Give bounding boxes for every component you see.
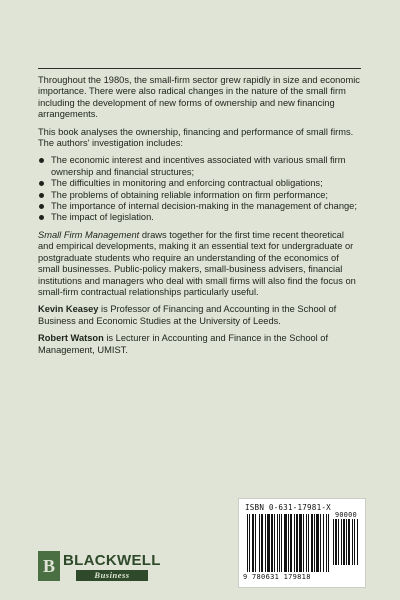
- bullet-icon: [39, 181, 44, 186]
- analysis-lead: This book analyses the ownership, financing and performance of small firms. The authors' investigation includes:: [38, 126, 354, 149]
- bullet-list: [38, 155, 361, 223]
- publisher-imprint: Business: [76, 570, 148, 581]
- author-bio-watson: Robert Watson is Lecturer in Accounting and Finance in the School of Management, UMIST.: [38, 333, 329, 355]
- top-rule: [38, 68, 361, 69]
- list-item: The importance of internal decision-making in the management of change;: [38, 201, 361, 212]
- author-bio-keasey: Kevin Keasey is Professor of Financing and Accounting in the School of Business and Economic Studies at the University of Leeds.: [38, 304, 337, 326]
- publisher-name: BLACKWELL: [63, 552, 161, 569]
- isbn-text: ISBN 0-631-17981-X: [245, 503, 331, 512]
- barcode-panel: [238, 498, 366, 588]
- publisher-logo: [38, 551, 161, 585]
- bullet-icon: [39, 158, 44, 163]
- author-name: Robert Watson: [38, 333, 104, 344]
- ean-barcode-icon: [247, 514, 329, 572]
- bullet-icon: [39, 204, 44, 209]
- author-name: Kevin Keasey: [38, 304, 99, 315]
- summary-paragraph: Small Firm Management draws together for the first time recent theoretical and empirical developments, making it an essential text for undergraduate or postgraduate students who require an understanding of the economics of small businesses. Public-policy makers, small-business advisers, financial institutions and managers who deal with small firms will also find the focus on small-firm contractual relationships particularly useful.: [38, 229, 356, 297]
- logo-initial: B: [38, 551, 60, 581]
- bullet-icon: [39, 193, 44, 198]
- addon-barcode-icon: [333, 519, 359, 565]
- list-item: The economic interest and incentives associated with various small firm ownership and financial structures;: [38, 155, 361, 178]
- list-item: The difficulties in monitoring and enforcing contractual obligations;: [38, 178, 361, 189]
- list-item: The problems of obtaining reliable information on firm performance;: [38, 190, 361, 201]
- blurb: [38, 75, 361, 362]
- ean-text: 9 780631 179818: [243, 573, 311, 581]
- addon-text: 90000: [335, 511, 357, 519]
- bullet-icon: [39, 215, 44, 220]
- intro-paragraph: Throughout the 1980s, the small-firm sector grew rapidly in size and economic importance. There were also radical changes in the nature of the small firm including the development of new forms of ownership and new financing arrangements.: [38, 75, 360, 120]
- list-item: The impact of legislation.: [38, 212, 361, 223]
- book-title: Small Firm Management: [38, 229, 140, 240]
